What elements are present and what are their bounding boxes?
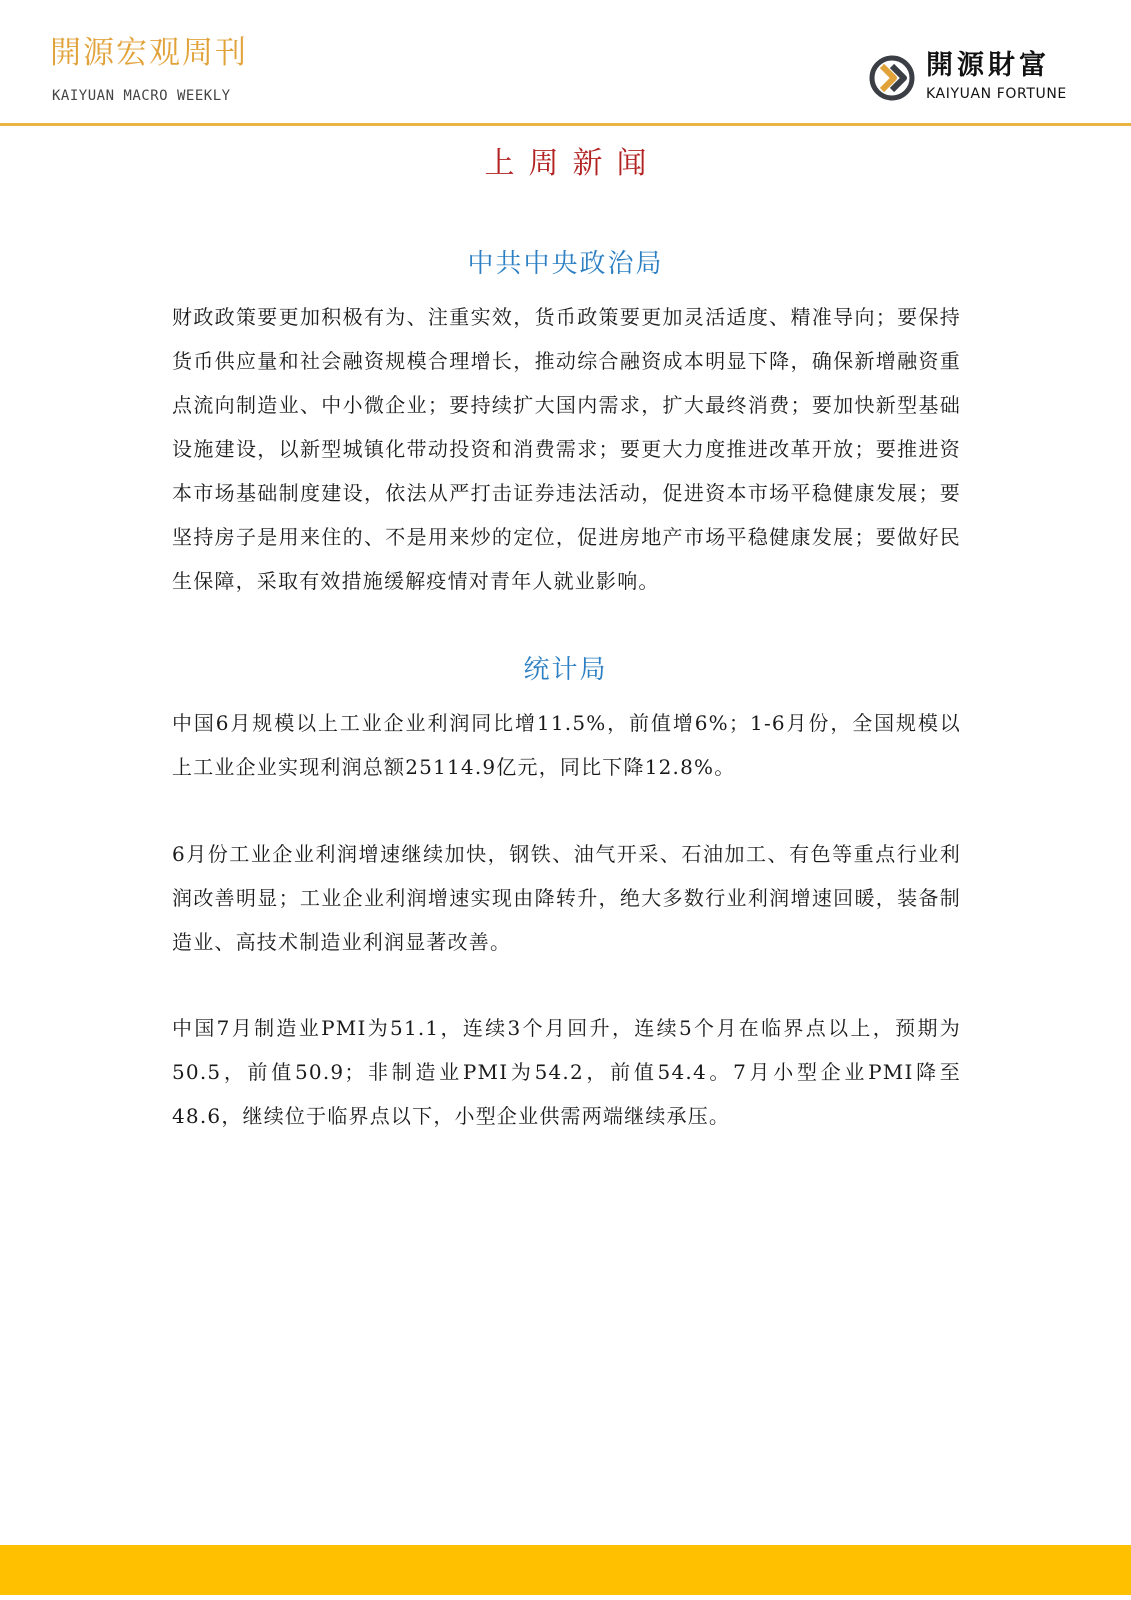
- section-title-politburo: 中共中央政治局: [467, 249, 664, 279]
- logo-text-cn: 開源財富: [926, 50, 1050, 81]
- kaiyuan-fortune-logo: [866, 52, 1086, 104]
- publication-subtitle: KAIYUAN MACRO WEEKLY: [52, 88, 231, 104]
- statistics-paragraph-industry: 6月份工业企业利润增速继续加快，钢铁、油气开采、石油加工、有色等重点行业利润改善明显；工业企业利润增速实现由降转升，绝大多数行业利润增速回暖，装备制造业、高技术制造业利润显著改善。: [172, 842, 961, 954]
- logo-text-en: KAIYUAN FORTUNE: [926, 86, 1067, 102]
- section-title-statistics-bureau: 统计局: [523, 655, 608, 685]
- politburo-paragraph: 财政政策要更加积极有为、注重实效，货币政策要更加灵活适度、精准导向；要保持货币供应量和社会融资规模合理增长，推动综合融资成本明显下降，确保新增融资重点流向制造业、中小微企业；要持续扩大国内需求，扩大最终消费；要加快新型基础设施建设，以新型城镇化带动投资和消费需求；要更大力度推进改革开放；要推进资本市场基础制度建设，依法从严打击证券违法活动，促进资本市场平稳健康发展；要坚持房子是用来住的、不是用来炒的定位，促进房地产市场平稳健康发展；要做好民生保障，采取有效措施缓解疫情对青年人就业影响。: [172, 305, 961, 593]
- footer-bar: [0, 1545, 1131, 1595]
- statistics-paragraph-pmi: 中国7月制造业PMI为51.1，连续3个月回升，连续5个月在临界点以上，预期为50.5，前值50.9；非制造业PMI为54.2，前值54.4。7月小型企业PMI降至48.6，继续位于临界点以下，小型企业供需两端继续承压。: [172, 1016, 961, 1128]
- statistics-paragraph-profits: 中国6月规模以上工业企业利润同比增11.5%，前值增6%；1-6月份，全国规模以上工业企业实现利润总额25114.9亿元，同比下降12.8%。: [172, 711, 961, 779]
- header-divider: [0, 123, 1131, 126]
- publication-title: 開源宏观周刊: [50, 35, 248, 71]
- page-header: [0, 0, 1131, 126]
- page-title: 上周新闻: [484, 146, 661, 181]
- kaiyuan-logo-icon: [866, 52, 918, 104]
